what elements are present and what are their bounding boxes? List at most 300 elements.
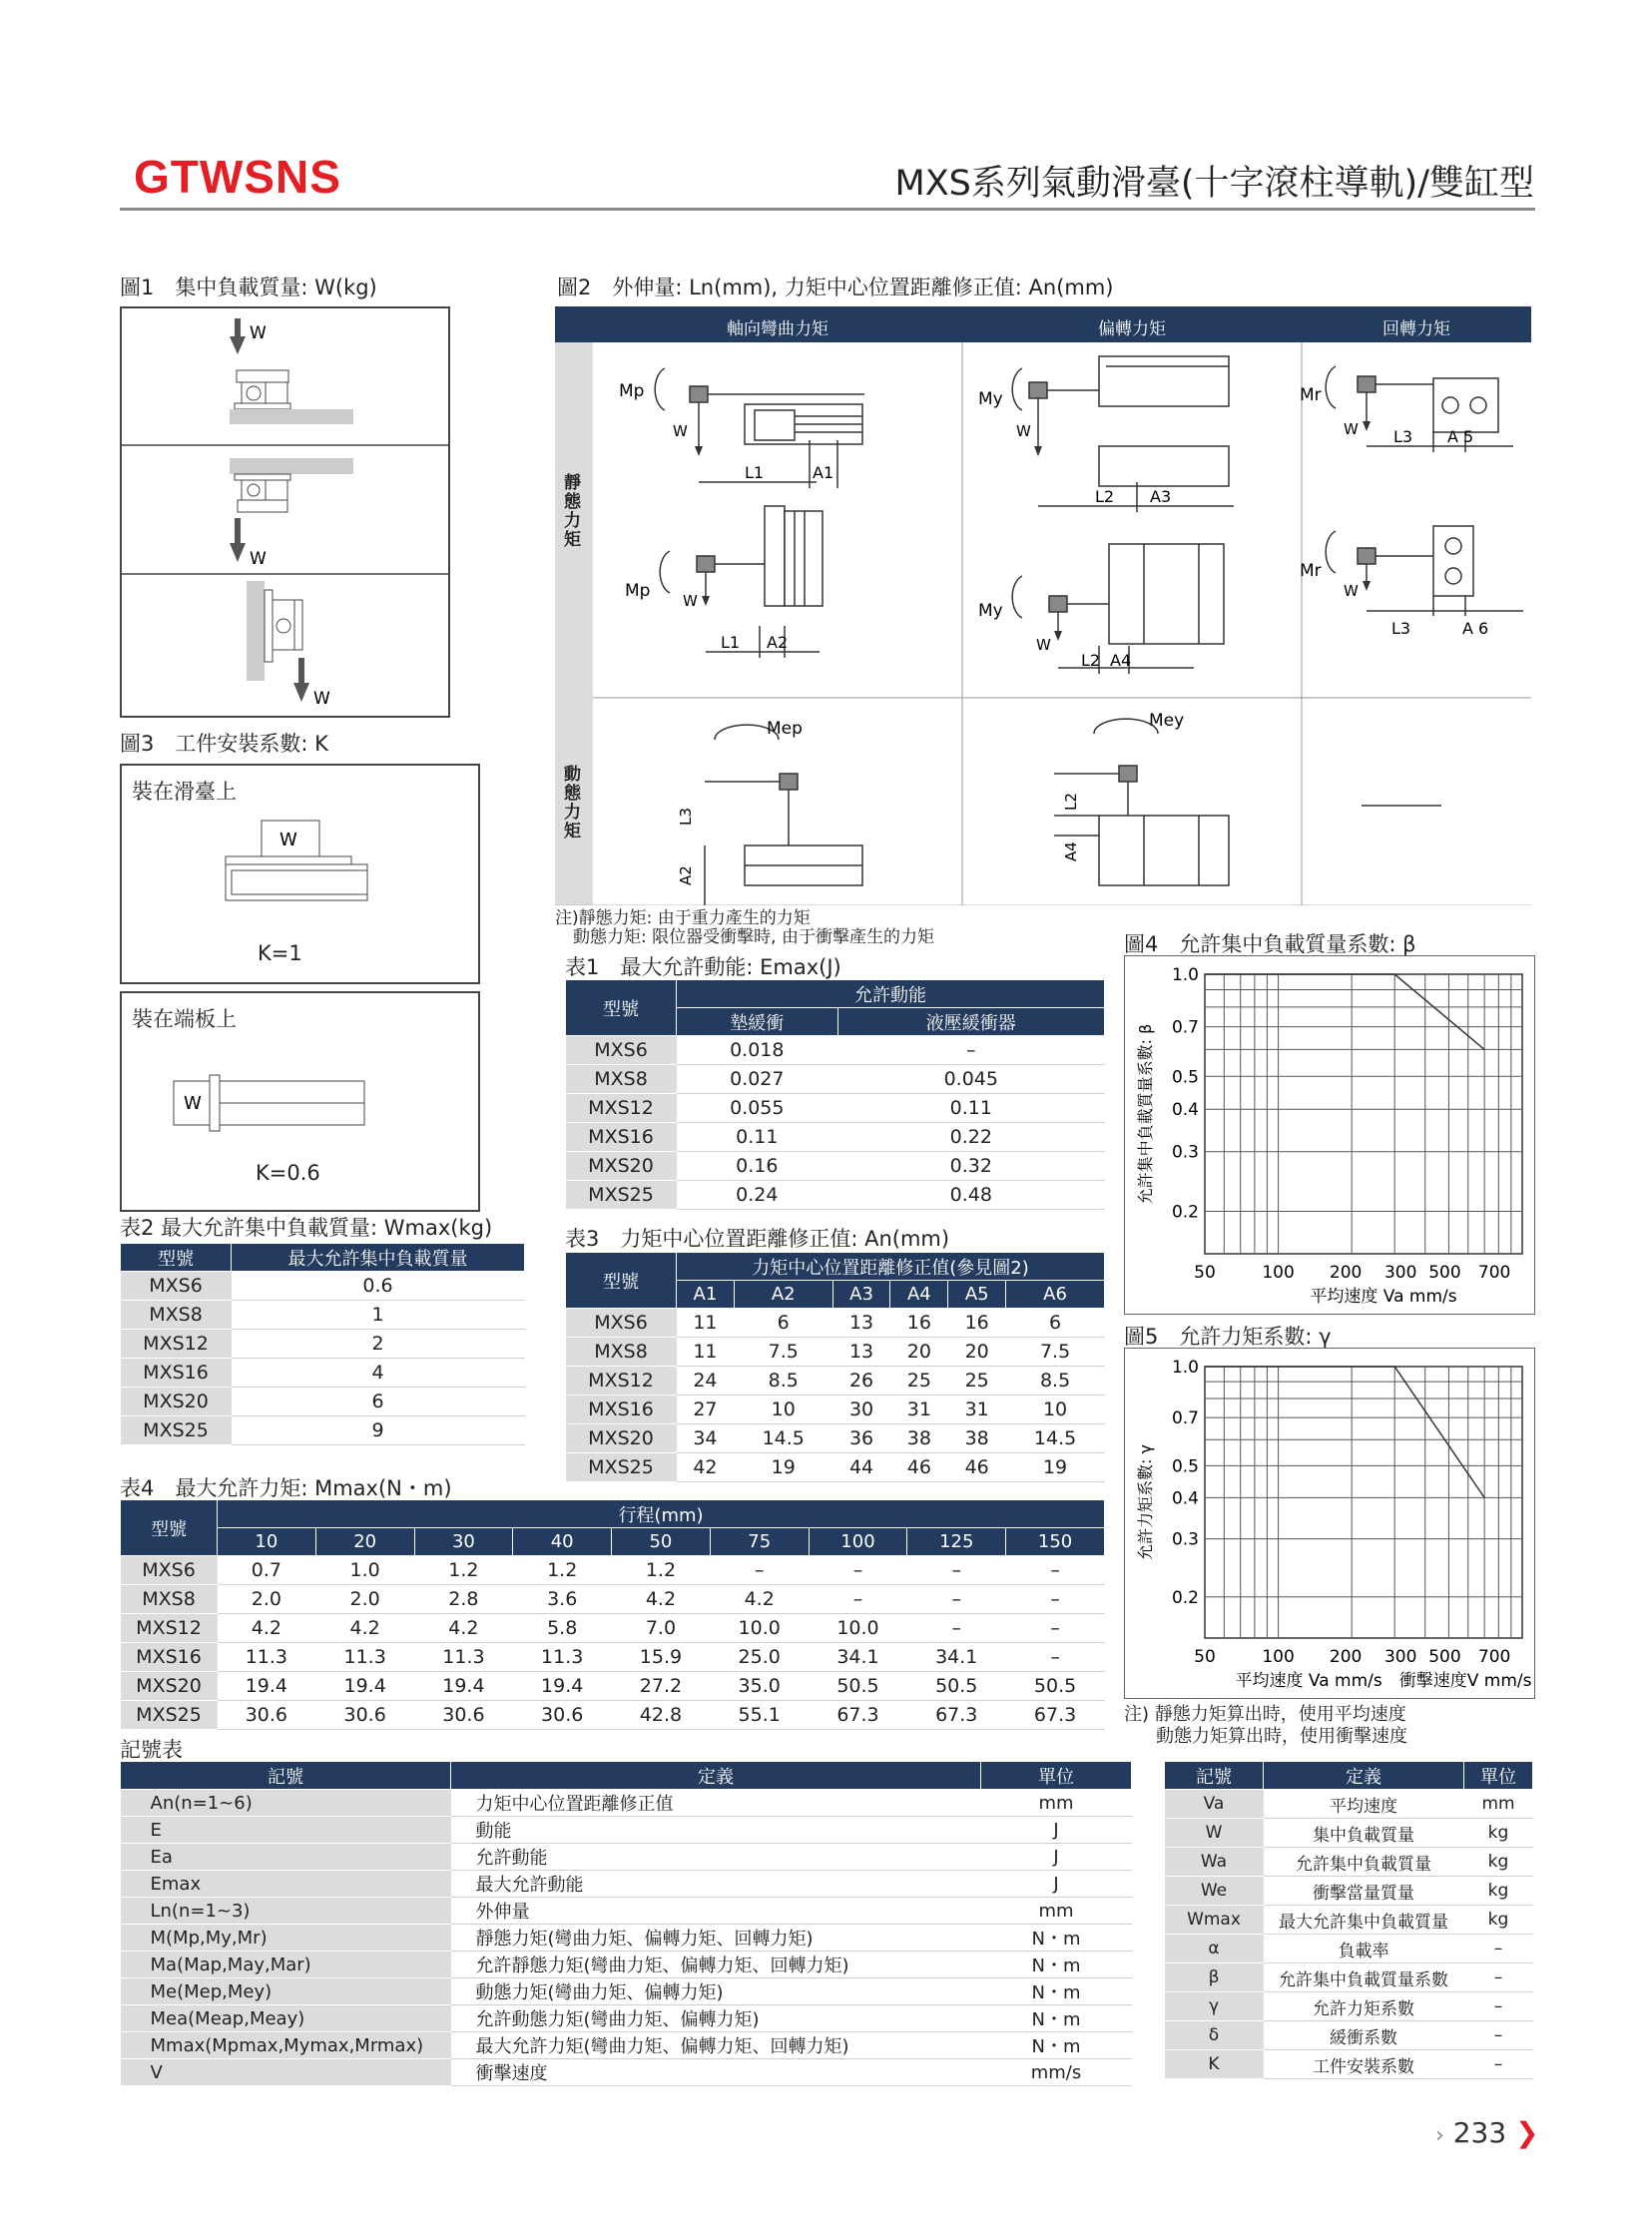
table1-h-model: 型號 [566, 980, 677, 1036]
table3-cell: 26 [832, 1367, 890, 1396]
brand-logo: GTWSNS [134, 151, 341, 203]
table4-cell: 10.0 [809, 1614, 907, 1643]
symbols-caption: 記號表 [120, 1738, 183, 1762]
table1-cell: 0.055 [677, 1094, 838, 1123]
fig2-row-dynamic: 動態力矩 [564, 765, 581, 841]
symbols2-row [1165, 1877, 1533, 1906]
fig2-a4b: A4 [1062, 841, 1080, 861]
table3-cell: 8.5 [734, 1367, 832, 1396]
table1-cell: 0.11 [677, 1123, 838, 1152]
fig2-note1: 注)靜態力矩: 由于重力產生的力矩 [555, 908, 811, 928]
table3-row [566, 1338, 1105, 1367]
table3-cell: 7.5 [1006, 1338, 1105, 1367]
table4-cell: 4.2 [414, 1614, 513, 1643]
table4-cell: 11.3 [414, 1643, 513, 1672]
symbols-h-unit: 單位 [981, 1762, 1132, 1790]
symbols-cell: M(Mp,My,Mr) [121, 1925, 451, 1952]
symbols-cell: Mmax(Mpmax,Mymax,Mrmax) [121, 2032, 451, 2059]
symbols-cell: 力矩中心位置距離修正值 [451, 1790, 981, 1817]
table4-cell: 55.1 [710, 1701, 809, 1730]
symbols2-cell: 負載率 [1264, 1935, 1464, 1963]
fig2-my2: My [978, 601, 1003, 621]
symbols2-cell: kg [1464, 1906, 1533, 1935]
table4-row [121, 1614, 1105, 1643]
table4-cell: 7.0 [612, 1614, 711, 1643]
symbols2-cell: We [1165, 1877, 1264, 1906]
fig2-a2b: A2 [677, 865, 695, 885]
table3-h-col: A1 [677, 1281, 735, 1309]
table4-cell: 0.7 [218, 1556, 316, 1585]
table2-cell: 9 [232, 1416, 525, 1445]
table1-cell: 0.018 [677, 1036, 838, 1065]
table4-cell: 1.2 [612, 1556, 711, 1585]
fig2-mp2: Mp [625, 581, 651, 601]
fig2-a1: A1 [813, 463, 834, 482]
fig-5-xtick: 500 [1428, 1647, 1461, 1667]
chevron-right-icon: ❯ [1515, 2116, 1539, 2149]
table4-cell: 3.6 [513, 1585, 612, 1614]
table3-cell: 19 [1006, 1453, 1105, 1482]
symbols-cell: 最大允許力矩(彎曲力矩、偏轉力矩、回轉力矩) [451, 2032, 981, 2059]
table2-row [121, 1388, 525, 1416]
symbols2-cell: 衝擊當量質量 [1264, 1877, 1464, 1906]
table1-row [566, 1065, 1105, 1094]
symbols-cell: 衝擊速度 [451, 2059, 981, 2086]
table4-h-group: 行程(mm) [218, 1500, 1105, 1528]
symbols-row [121, 2032, 1132, 2059]
fig1-w3: W [313, 689, 330, 709]
fig2-mey: Mey [1149, 711, 1185, 731]
fig1-drawing [122, 308, 448, 716]
fig2-w3: W [1016, 422, 1031, 440]
table4-cell: 19.4 [513, 1672, 612, 1701]
fig3-panel-slide [120, 764, 480, 984]
symbols-row [121, 2005, 1132, 2032]
fig4-caption: 圖4 允許集中負載質量系數: β [1124, 932, 1416, 956]
table4-cell: 30.6 [218, 1701, 316, 1730]
table3-cell: 24 [677, 1367, 735, 1396]
table4-h-col: 40 [513, 1528, 612, 1556]
table3-cell: 14.5 [734, 1424, 832, 1453]
table4-h-col: 20 [315, 1528, 414, 1556]
fig2-l2a: L2 [1095, 487, 1115, 506]
symbols2-row [1165, 2021, 1533, 2050]
fig-5-ytick: 0.4 [1171, 1488, 1199, 1509]
table1-cell: 0.045 [837, 1065, 1104, 1094]
table3-row [566, 1453, 1105, 1482]
symbols-cell: N・m [981, 1952, 1132, 1978]
table3-row [566, 1367, 1105, 1396]
table4-row [121, 1585, 1105, 1614]
table4-cell: 30.6 [513, 1701, 612, 1730]
fig-5-ytick: 0.5 [1171, 1456, 1199, 1477]
symbols2-cell: 允許集中負載質量系數 [1264, 1963, 1464, 1992]
table3-cell: 27 [677, 1396, 735, 1424]
symbols-cell: N・m [981, 2032, 1132, 2059]
symbols2-row [1165, 1992, 1533, 2021]
fig2-mr2: Mr [1300, 561, 1322, 581]
symbols-h-def: 定義 [451, 1762, 981, 1790]
table3-cell: 13 [832, 1338, 890, 1367]
fig2-a2a: A2 [767, 633, 789, 652]
table1-cell: 0.16 [677, 1152, 838, 1181]
table4-h-col: 50 [612, 1528, 711, 1556]
table2-cell: MXS8 [121, 1301, 232, 1330]
table1-h-c1: 墊緩衝 [677, 1008, 838, 1036]
table4-caption: 表4 最大允許力矩: Mmax(N・m) [120, 1476, 452, 1500]
symbols-row [121, 1817, 1132, 1844]
table4-cell: – [1006, 1585, 1105, 1614]
table3-cell: 16 [890, 1309, 948, 1338]
symbols2-h-unit: 單位 [1464, 1762, 1533, 1790]
table4-cell: 30.6 [315, 1701, 414, 1730]
table3-row [566, 1309, 1105, 1338]
table1-cell: MXS8 [566, 1065, 677, 1094]
table4-cell: 30.6 [414, 1701, 513, 1730]
fig-4-xtick: 500 [1428, 1263, 1461, 1283]
fig-5-xtick: 100 [1262, 1647, 1295, 1667]
fig5-chart [1125, 1349, 1534, 1698]
table3-cell: 44 [832, 1453, 890, 1482]
table4-cell: MXS12 [121, 1614, 218, 1643]
symbols-cell: Mea(Meap,Meay) [121, 2005, 451, 2032]
table1-row [566, 1152, 1105, 1181]
table4-cell: – [809, 1556, 907, 1585]
symbols2-cell: W [1165, 1819, 1264, 1848]
table4-cell: 4.2 [218, 1614, 316, 1643]
table3-cell: MXS12 [566, 1367, 677, 1396]
table4-cell: 50.5 [809, 1672, 907, 1701]
table3-cell: MXS6 [566, 1309, 677, 1338]
symbols-cell: N・m [981, 1978, 1132, 2005]
table2-row [121, 1359, 525, 1388]
symbols2-cell: 允許力矩系數 [1264, 1992, 1464, 2021]
table1-cell: 0.24 [677, 1181, 838, 1210]
table4-cell: 1.2 [513, 1556, 612, 1585]
fig2-caption: 圖2 外伸量: Ln(mm), 力矩中心位置距離修正值: An(mm) [557, 276, 1114, 299]
fig2-w2: W [683, 592, 698, 610]
fig2-col-yaw: 偏轉力矩 [1098, 319, 1166, 339]
table2-cell: MXS20 [121, 1388, 232, 1416]
table3-cell: 30 [832, 1396, 890, 1424]
table3-cell: 6 [734, 1309, 832, 1338]
fig-4-ytick: 0.3 [1171, 1142, 1199, 1163]
fig2-w5: W [1344, 420, 1359, 438]
table4-cell: 4.2 [612, 1585, 711, 1614]
table1-row [566, 1123, 1105, 1152]
table3-row [566, 1396, 1105, 1424]
fig2-w4: W [1036, 636, 1051, 654]
symbols-cell: An(n=1~6) [121, 1790, 451, 1817]
fig-5-ytick: 1.0 [1171, 1358, 1199, 1378]
table3-cell: 20 [890, 1338, 948, 1367]
table4-cell: 11.3 [218, 1643, 316, 1672]
table3-cell: MXS8 [566, 1338, 677, 1367]
fig-5-ylabel: 允許力矩系數: γ [1136, 1444, 1155, 1560]
fig-4-ytick: 0.4 [1171, 1100, 1199, 1121]
fig-note-1: 注) 靜態力矩算出時，使用平均速度 [1124, 1704, 1406, 1725]
table2-row [121, 1330, 525, 1359]
symbols-cell: mm [981, 1790, 1132, 1817]
table1-cell: – [837, 1036, 1104, 1065]
table3-cell: 46 [948, 1453, 1006, 1482]
symbols-cell: V [121, 2059, 451, 2086]
table1-cell: 0.32 [837, 1152, 1104, 1181]
symbols-cell: 外伸量 [451, 1898, 981, 1925]
table3-cell: 8.5 [1006, 1367, 1105, 1396]
table4-cell: 11.3 [513, 1643, 612, 1672]
fig-4-xtick: 200 [1329, 1263, 1363, 1283]
symbols-cell: J [981, 1817, 1132, 1844]
symbols2-row [1165, 2050, 1533, 2079]
symbols2-cell: Va [1165, 1790, 1264, 1819]
table4-cell: MXS8 [121, 1585, 218, 1614]
table3-cell: 6 [1006, 1309, 1105, 1338]
table3-h-model: 型號 [566, 1253, 677, 1309]
table4-cell: 5.8 [513, 1614, 612, 1643]
fig2-l2c: L2 [1062, 793, 1080, 811]
table3-cell: 36 [832, 1424, 890, 1453]
symbols2-cell: 允許集中負載質量 [1264, 1848, 1464, 1877]
symbols-row [121, 2059, 1132, 2086]
table2-row [121, 1301, 525, 1330]
symbols-row [121, 1978, 1132, 2005]
table3-h-col: A6 [1006, 1281, 1105, 1309]
table4-h-col: 30 [414, 1528, 513, 1556]
fig3-panel-end [120, 991, 480, 1212]
symbols-cell: mm/s [981, 2059, 1132, 2086]
table4-cell: 34.1 [907, 1643, 1006, 1672]
symbols-cell: 允許動態力矩(彎曲力矩、偏轉力矩) [451, 2005, 981, 2032]
table4 [120, 1499, 1105, 1730]
table4-row [121, 1672, 1105, 1701]
table2-cell: 6 [232, 1388, 525, 1416]
fig3-p2-k: K=0.6 [256, 1161, 320, 1185]
fig-note-2: 動態力矩算出時，使用衝擊速度 [1156, 1726, 1407, 1747]
table4-cell: 50.5 [907, 1672, 1006, 1701]
table3 [565, 1252, 1105, 1482]
table3-h-group: 力矩中心位置距離修正值(參見圖2) [677, 1253, 1105, 1281]
symbols-cell: Ln(n=1~3) [121, 1898, 451, 1925]
fig2-my1: My [978, 389, 1003, 409]
table4-cell: 10.0 [710, 1614, 809, 1643]
fig-4-xtick: 300 [1383, 1263, 1417, 1283]
table4-cell: – [907, 1556, 1006, 1585]
fig2-a6: A 6 [1462, 619, 1489, 638]
table4-cell: 19.4 [414, 1672, 513, 1701]
table3-caption: 表3 力矩中心位置距離修正值: An(mm) [565, 1227, 950, 1251]
table1-cell: 0.027 [677, 1065, 838, 1094]
symbols-cell: N・m [981, 2005, 1132, 2032]
table4-cell: 35.0 [710, 1672, 809, 1701]
table3-cell: 10 [734, 1396, 832, 1424]
symbols2-cell: 緩衝系數 [1264, 2021, 1464, 2050]
fig-5-xtick: 700 [1477, 1647, 1511, 1667]
symbols2-cell: – [1464, 1992, 1533, 2021]
symbols2-row [1165, 1963, 1533, 1992]
fig2-l3a: L3 [1393, 427, 1413, 446]
fig-5-xtick: 200 [1329, 1647, 1363, 1667]
chevron-left-icon: › [1435, 2123, 1444, 2148]
table3-cell: 46 [890, 1453, 948, 1482]
symbols2-cell: kg [1464, 1848, 1533, 1877]
fig3-p1-k: K=1 [258, 941, 302, 965]
symbols-h-sym: 記號 [121, 1762, 451, 1790]
table4-h-col: 150 [1006, 1528, 1105, 1556]
table3-cell: 34 [677, 1424, 735, 1453]
fig2-col-roll: 回轉力矩 [1382, 319, 1450, 339]
table3-cell: MXS16 [566, 1396, 677, 1424]
symbols2-cell: – [1464, 1963, 1533, 1992]
symbols-row [121, 1790, 1132, 1817]
fig-4-ytick: 0.5 [1171, 1067, 1199, 1088]
table4-cell: 19.4 [218, 1672, 316, 1701]
symbols2-cell: 最大允許集中負載質量 [1264, 1906, 1464, 1935]
fig-4-ytick: 0.2 [1171, 1202, 1199, 1223]
table3-cell: 7.5 [734, 1338, 832, 1367]
table4-cell: 4.2 [710, 1585, 809, 1614]
table3-cell: 25 [948, 1367, 1006, 1396]
fig2-l3c: L3 [677, 808, 695, 826]
symbols-cell: 動態力矩(彎曲力矩、偏轉力矩) [451, 1978, 981, 2005]
symbols2-table [1164, 1761, 1533, 2079]
fig3-caption: 圖3 工件安裝系數: K [120, 732, 328, 756]
fig3-p2-drawing [122, 1073, 478, 1153]
table4-row [121, 1701, 1105, 1730]
fig2-w6: W [1344, 582, 1359, 600]
table3-h-col: A2 [734, 1281, 832, 1309]
table4-row [121, 1556, 1105, 1585]
fig2-a4a: A4 [1110, 651, 1132, 670]
table3-cell: 16 [948, 1309, 1006, 1338]
fig5-frame [1124, 1348, 1535, 1699]
table4-cell: 2.0 [315, 1585, 414, 1614]
symbols2-cell: γ [1165, 1992, 1264, 2021]
symbols2-cell: mm [1464, 1790, 1533, 1819]
symbols-cell: 允許動能 [451, 1844, 981, 1871]
symbols-cell: J [981, 1844, 1132, 1871]
fig2-l2b: L2 [1081, 651, 1101, 670]
table3-cell: 38 [948, 1424, 1006, 1453]
symbols2-h-sym: 記號 [1165, 1762, 1264, 1790]
fig-4-ytick: 1.0 [1171, 965, 1199, 985]
table3-cell: 11 [677, 1338, 735, 1367]
fig3-p1-drawing [122, 816, 478, 925]
table2-cell: MXS12 [121, 1330, 232, 1359]
symbols-cell: Ma(Map,May,Mar) [121, 1952, 451, 1978]
table1-cell: 0.22 [837, 1123, 1104, 1152]
fig1-w2: W [250, 549, 267, 569]
fig-5-xlabel: 平均速度 Va mm/s 衝擊速度V mm/s [1235, 1671, 1532, 1691]
table4-h-col: 75 [710, 1528, 809, 1556]
table4-cell: 15.9 [612, 1643, 711, 1672]
symbols-cell: Emax [121, 1871, 451, 1898]
symbols2-cell: – [1464, 2021, 1533, 2050]
table1-row [566, 1094, 1105, 1123]
fig-4-ylabel: 允許集中負載質量系數: β [1136, 1023, 1155, 1205]
table3-cell: 11 [677, 1309, 735, 1338]
table4-cell: MXS20 [121, 1672, 218, 1701]
fig2-mep: Mep [767, 719, 803, 739]
table4-cell: MXS16 [121, 1643, 218, 1672]
table4-cell: 1.2 [414, 1556, 513, 1585]
fig3-p2-w: W [184, 1093, 202, 1114]
symbols-cell: 最大允許動能 [451, 1871, 981, 1898]
fig2-w1: W [673, 422, 688, 440]
table3-h-col: A5 [948, 1281, 1006, 1309]
table4-cell: – [907, 1614, 1006, 1643]
symbols2-cell: δ [1165, 2021, 1264, 2050]
table4-cell: 2.0 [218, 1585, 316, 1614]
table2-caption: 表2 最大允許集中負載質量: Wmax(kg) [120, 1216, 493, 1240]
fig2-frame [555, 306, 1531, 905]
fig2-l1a: L1 [745, 463, 765, 482]
table2-cell: 0.6 [232, 1272, 525, 1301]
fig2-mr1: Mr [1300, 385, 1322, 405]
table4-cell: 67.3 [809, 1701, 907, 1730]
symbols2-cell: K [1165, 2050, 1264, 2079]
table2-h-val: 最大允許集中負載質量 [232, 1244, 525, 1272]
symbols2-cell: – [1464, 1935, 1533, 1963]
fig-4-xtick: 700 [1477, 1263, 1511, 1283]
table2 [120, 1243, 525, 1445]
fig2-note2: 動態力矩: 限位器受衝擊時, 由于衝擊產生的力矩 [573, 927, 934, 947]
table4-cell: 42.8 [612, 1701, 711, 1730]
table1-cell: MXS12 [566, 1094, 677, 1123]
table1-h-c2: 液壓緩衝器 [837, 1008, 1104, 1036]
symbols-row [121, 1844, 1132, 1871]
symbols-cell: 靜態力矩(彎曲力矩、偏轉力矩、回轉力矩) [451, 1925, 981, 1952]
symbols2-cell: 工件安裝系數 [1264, 2050, 1464, 2079]
fig-4-xlabel: 平均速度 Va mm/s [1310, 1287, 1457, 1307]
table4-cell: – [710, 1556, 809, 1585]
symbols-cell: 允許靜態力矩(彎曲力矩、偏轉力矩、回轉力矩) [451, 1952, 981, 1978]
symbols-row [121, 1871, 1132, 1898]
table4-cell: 11.3 [315, 1643, 414, 1672]
fig3-p1-w: W [279, 830, 297, 850]
fig-4-xtick: 100 [1262, 1263, 1295, 1283]
table1-row [566, 1036, 1105, 1065]
table2-cell: MXS16 [121, 1359, 232, 1388]
table4-cell: 4.2 [315, 1614, 414, 1643]
page-title: MXS系列氣動滑臺(十字滾柱導軌)/雙缸型 [894, 164, 1534, 204]
table1-cell: MXS6 [566, 1036, 677, 1065]
symbols2-cell: Wa [1165, 1848, 1264, 1877]
symbols2-row [1165, 1935, 1533, 1963]
symbols2-cell: Wmax [1165, 1906, 1264, 1935]
table4-cell: 67.3 [1006, 1701, 1105, 1730]
symbols2-cell: α [1165, 1935, 1264, 1963]
symbols-row [121, 1898, 1132, 1925]
symbols2-cell: kg [1464, 1819, 1533, 1848]
table4-cell: 67.3 [907, 1701, 1006, 1730]
fig3-p2-title: 裝在端板上 [132, 1007, 237, 1031]
table2-cell: 4 [232, 1359, 525, 1388]
fig-5-ytick: 0.7 [1171, 1408, 1199, 1429]
symbols-cell: N・m [981, 1925, 1132, 1952]
page-number [1435, 2116, 1539, 2149]
table3-row [566, 1424, 1105, 1453]
table3-cell: 42 [677, 1453, 735, 1482]
table4-cell: – [1006, 1643, 1105, 1672]
table4-cell: 19.4 [315, 1672, 414, 1701]
fig2-col-bending: 軸向彎曲力矩 [727, 319, 828, 339]
table3-cell: MXS25 [566, 1453, 677, 1482]
table3-h-col: A4 [890, 1281, 948, 1309]
symbols2-h-def: 定義 [1264, 1762, 1464, 1790]
table3-cell: 14.5 [1006, 1424, 1105, 1453]
fig-4-ytick: 0.7 [1171, 1017, 1199, 1038]
